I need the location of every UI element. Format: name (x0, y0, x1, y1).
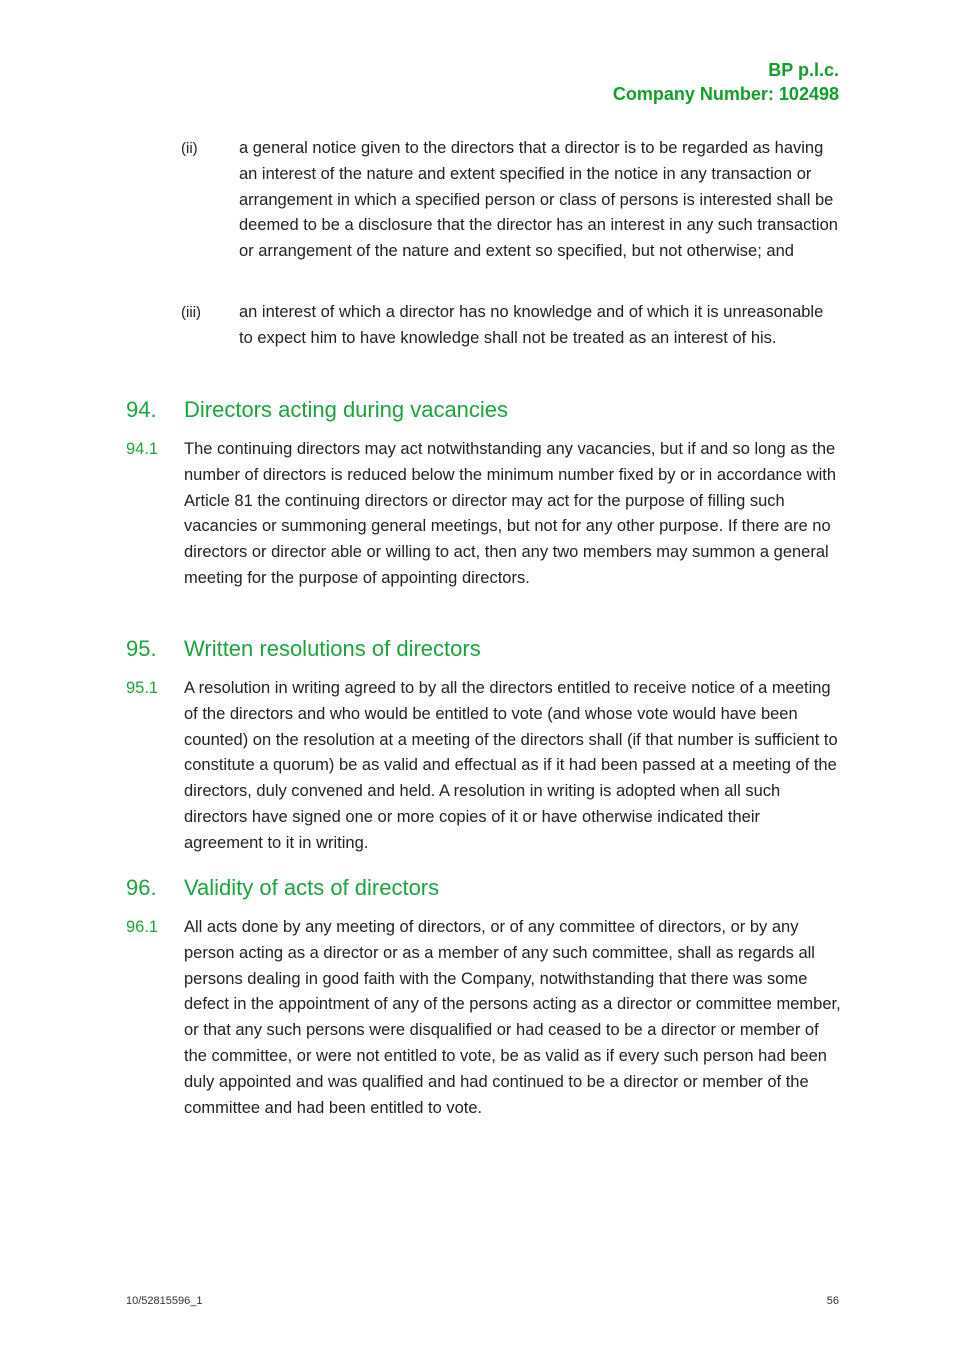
section-heading-94 (126, 395, 508, 425)
page-header (613, 58, 839, 106)
sub-item-number: (iii) (181, 304, 201, 321)
sub-item-text: a general notice given to the directors that a director is to be regarded as having an interest of the nature and extent specified in the notice in any transaction or arrangement in which a specified person or class of persons is interested shall be deemed to be a disclosure that the director has an interest in any such transaction or arrangement of the nature and extent so specified, but not otherwise; and (239, 139, 838, 261)
section-number: 94. (126, 397, 157, 422)
sub-item-iii (181, 300, 841, 352)
paragraph-number: 95.1 (126, 679, 159, 697)
paragraph-number: 94.1 (126, 440, 159, 458)
company-name: BP p.l.c. (768, 60, 839, 80)
section-title: Written resolutions of directors (184, 636, 481, 661)
sub-item-text: an interest of which a director has no knowledge and of which it is unreasonable to expect him to have knowledge shall not be treated as an interest of his. (239, 303, 824, 347)
paragraph-text: All acts done by any meeting of directors, or of any committee of directors, or by any person acting as a director or as a member of any such committee, shall as regards all persons dealing in good faith with the Company, notwithstanding that there was some defect in the appointment of any of the persons acting as a director or committee member, or that any such persons were disqualified or had ceased to be a director or member of the committee, or were not entitled to vote, be as valid as if every such person had been duly appointed and was qualified and had continued to be a director or member of the committee and had been entitled to vote. (184, 918, 841, 1117)
section-number: 95. (126, 636, 157, 661)
paragraph-94-1 (126, 437, 841, 592)
section-number: 96. (126, 875, 157, 900)
sub-item-number: (ii) (181, 140, 198, 157)
paragraph-96-1 (126, 915, 841, 1121)
paragraph-number: 96.1 (126, 918, 159, 936)
paragraph-text: The continuing directors may act notwithstanding any vacancies, but if and so long as the number of directors is reduced below the minimum number fixed by or in accordance with Article 81 the continuing directors or director may act for the purpose of filling such vacancies or summoning general meetings, but not for any other purpose. If there are no directors or director able or willing to act, then any two members may summon a general meeting for the purpose of appointing directors. (184, 440, 837, 587)
company-number: Company Number: 102498 (612, 84, 839, 104)
document-reference: 10/52815596_1 (126, 1295, 203, 1307)
paragraph-95-1 (126, 676, 841, 857)
sub-item-ii (181, 136, 841, 265)
section-heading-95 (126, 634, 481, 664)
paragraph-text: A resolution in writing agreed to by all the directors entitled to receive notice of a meeting of the directors and who would be entitled to vote (and whose vote would have been counted) on the resolution at a meeting of the directors shall (if that number is sufficient to constitute a quorum) be as valid and effectual as if it had been passed at a meeting of the directors, duly convened and held. A resolution in writing is adopted when all such directors have signed one or more copies of it or have otherwise indicated their agreement to it in writing. (184, 679, 838, 852)
section-title: Directors acting during vacancies (184, 397, 509, 422)
section-heading-96 (126, 873, 439, 903)
page-number: 56 (826, 1295, 839, 1307)
section-title: Validity of acts of directors (184, 875, 440, 900)
